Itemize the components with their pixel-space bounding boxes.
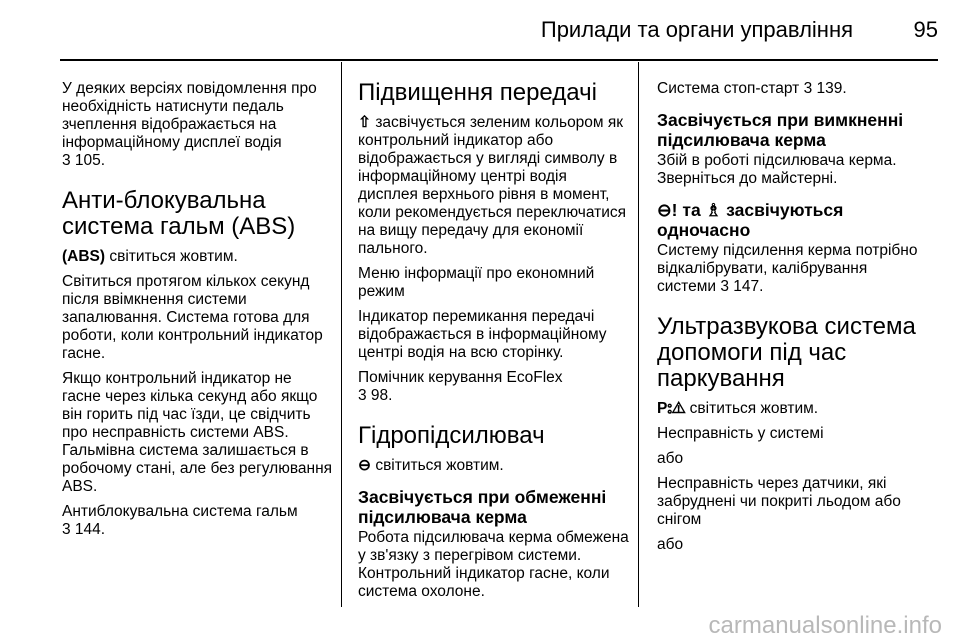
column-divider-1 bbox=[341, 62, 342, 607]
abs-indicator-line: (ABS) світиться жовтим. bbox=[62, 248, 238, 265]
column-1 bbox=[62, 80, 334, 546]
page-ref: 3 144. bbox=[62, 521, 106, 538]
heading-abs: Анти-блокувальна система гальм (ABS) bbox=[62, 187, 296, 240]
paragraph-fault: Несправність у системі bbox=[657, 425, 824, 442]
paragraph-eco-menu: Меню інформації про економний режим bbox=[358, 265, 595, 300]
paragraph-or-2: або bbox=[657, 536, 684, 553]
paragraph-abs-ref: Антиблокувальна система гальм 3 144. bbox=[62, 503, 298, 538]
heading-upshift: Підвищення передачі bbox=[358, 79, 597, 106]
heading-both-lit: ⊖! та ♗ засвічуються одночасно bbox=[657, 200, 844, 240]
paragraph-abs-1: Світиться протягом кількох секунд після ввімкнення системи запалювання. Система готова для роботи, коли контрольний індикатор гасне. bbox=[62, 273, 323, 362]
column-divider-2 bbox=[638, 62, 639, 607]
upshift-arrow-icon: ⇧ bbox=[358, 114, 371, 131]
page-ref: 3 139. bbox=[803, 80, 847, 97]
page-ref: 3 105. bbox=[62, 152, 106, 169]
paragraph-calibration: Систему підсилення керма потрібно відкалібрувати, калібрування системи 3 147. bbox=[657, 242, 918, 295]
paragraph-shift-indicator: Індикатор перемикання передачі відображається в інформаційному центрі водія на всю сторінку. bbox=[358, 308, 607, 361]
steering-wheel-icon: ♗ bbox=[705, 200, 722, 220]
header-rule bbox=[60, 59, 938, 61]
page-ref: 3 147. bbox=[720, 278, 764, 295]
paragraph-stop-start: Система стоп-старт 3 139. bbox=[657, 80, 847, 97]
header-title: Прилади та органи управління bbox=[540, 17, 853, 42]
page-ref: 3 98. bbox=[358, 387, 393, 404]
paragraph-clutch: У деяких версіях повідомлення про необхідність натиснути педаль зчеплення відображається на інформаційному дисплеї водія 3 105. bbox=[62, 80, 317, 169]
steering-warning-icon: ⊖! bbox=[657, 200, 678, 220]
power-steering-indicator-line: ⊖ світиться жовтим. bbox=[358, 457, 504, 474]
footer-watermark: carmanualsonline.info bbox=[708, 612, 942, 639]
paragraph-ecoflex: Помічник керування EcoFlex 3 98. bbox=[358, 369, 563, 404]
heading-parking-assist: Ультразвукова система допомоги під час паркування bbox=[657, 313, 916, 392]
parking-indicator-line: P⦂⚠ світиться жовтим. bbox=[657, 400, 819, 417]
paragraph-abs-2: Якщо контрольний індикатор не гасне через кілька секунд або якщо він горить під час їзди, це свідчить про несправність системи ABS. Гальмівна система залишається в робочому стані, але без регулювання ABS. bbox=[62, 370, 333, 495]
paragraph-sensor-fault: Несправність через датчики, які забруднені чи покриті льодом або снігом bbox=[657, 475, 901, 528]
column-2 bbox=[358, 80, 630, 608]
page-header bbox=[0, 0, 960, 56]
parking-sensor-icon: P⦂⚠ bbox=[657, 400, 686, 417]
column-3 bbox=[657, 80, 929, 561]
heading-power-steering: Гідропідсилювач bbox=[358, 422, 545, 449]
paragraph-or-1: або bbox=[657, 450, 684, 467]
abs-warning-icon: (ABS) bbox=[62, 248, 106, 265]
steering-wheel-warning-icon: ⊖ bbox=[358, 457, 371, 474]
upshift-indicator-paragraph: ⇧ засвічується зеленим кольором як контрольний індикатор або відображається у вигляді символу в інформаційному центрі водія дисплея верхнього рівня в момент, коли рекомендується переключатися на вищу передачу для економії пального. bbox=[358, 114, 627, 257]
paragraph-limited-steering: Робота підсилювача керма обмежена у зв'язку з перегрівом системи. Контрольний індикатор гасне, коли система охолоне. bbox=[358, 529, 629, 600]
heading-limited-steering: Засвічується при обмеженні підсилювача керма bbox=[358, 487, 607, 527]
page-number: 95 bbox=[913, 17, 938, 42]
paragraph-steering-fault: Збій в роботі підсилювача керма. Зверніться до майстерні. bbox=[657, 152, 897, 187]
heading-steering-off: Засвічується при вимкненні підсилювача керма bbox=[657, 110, 904, 150]
